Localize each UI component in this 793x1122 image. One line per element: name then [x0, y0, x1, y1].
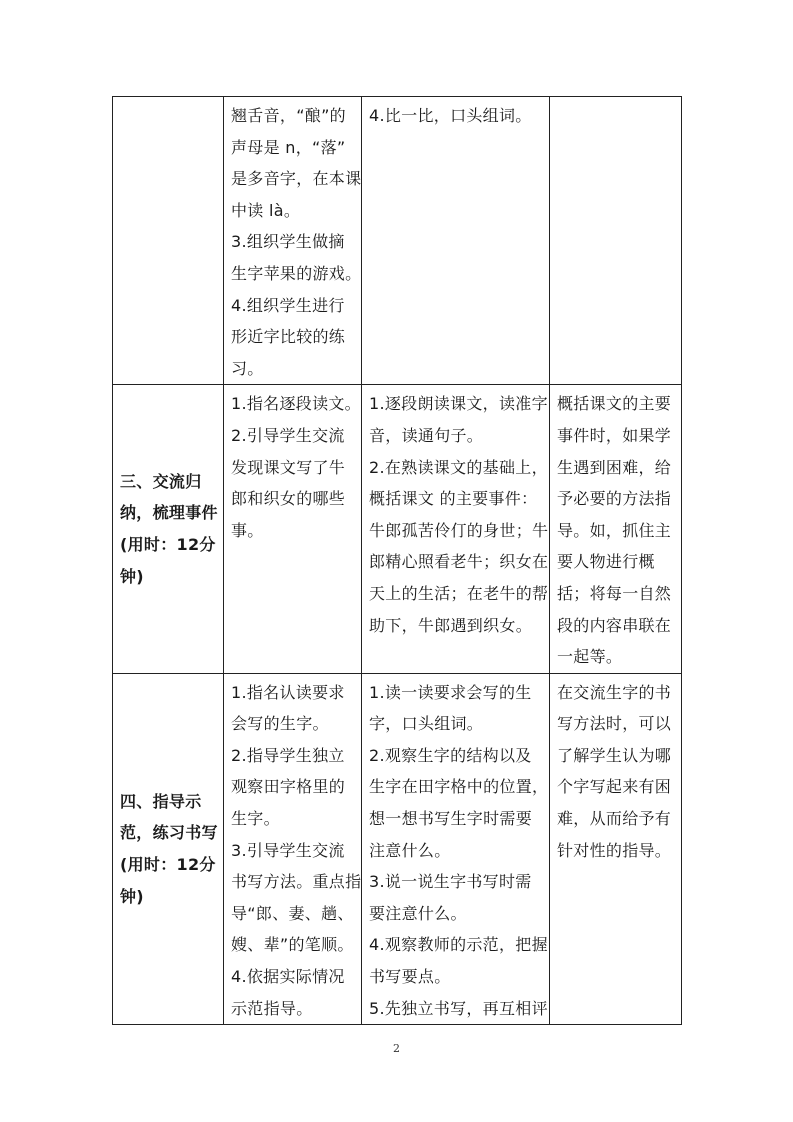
cell-text-line: 天上的生活；在老牛的帮 [369, 583, 549, 603]
cell-text-line: 概括课文 的主要事件： [369, 489, 538, 509]
cell-text-line: 了解学生认为哪 [557, 745, 672, 765]
cell-text-line: 个字写起来有困 [557, 777, 672, 797]
cell-text-line: 形近字比较的练 [231, 327, 346, 347]
cell-text-line: 声母是 n，“落” [231, 137, 346, 157]
cell-text-line: 字，口头组词。 [369, 714, 484, 734]
lesson-plan-table [112, 96, 682, 1025]
stage-cell [113, 385, 224, 673]
cell-text-line: 郎精心照看老牛；织女在 [369, 552, 549, 572]
cell-text-line: 四、指导示 [120, 791, 202, 811]
cell-text-line: 三、交流归 [120, 471, 202, 491]
cell-text-line: 助下，牛郎遇到织女。 [369, 615, 533, 635]
notes-cell [550, 97, 682, 385]
cell-text-line: 想一想书写生字时需要 [369, 809, 533, 829]
cell-text-line: 段的内容串联在 [557, 615, 672, 635]
page-number: 2 [393, 1042, 400, 1055]
cell-text-line: 钟) [120, 886, 144, 906]
table-row [113, 673, 682, 1025]
cell-text-line: 生字。 [231, 809, 280, 829]
cell-text-line: 纳，梳理事件 [120, 503, 218, 523]
cell-text-line: 郎和织女的哪些 [231, 489, 346, 509]
cell-text-line: 钟) [120, 566, 144, 586]
cell-text-line: (用时：12分 [120, 535, 216, 555]
cell-text-line: 书写方法。重点指 [231, 872, 362, 892]
notes-cell [550, 673, 682, 1025]
cell-text-line: 括；将每一自然 [557, 583, 672, 603]
cell-text-line: 3.说一说生字书写时需 [369, 872, 532, 892]
cell-text-line: 示范指导。 [231, 998, 313, 1018]
cell-text-line: 4.比一比，口头组词。 [369, 106, 532, 125]
cell-text-line: 牛郎孤苦伶仃的身世；牛 [369, 520, 549, 540]
table-row [113, 385, 682, 673]
cell-text-line: (用时：12分 [120, 854, 216, 874]
stage-cell [113, 97, 224, 385]
cell-text-line: 1.读一读要求会写的生 [369, 682, 532, 702]
cell-text-line: 导。如，抓住主 [557, 520, 672, 540]
table-row [113, 97, 682, 385]
cell-text-line: 2.观察生字的结构以及 [369, 745, 532, 765]
cell-text-line: 生遇到困难，给 [557, 457, 672, 477]
cell-text-line: 3.引导学生交流 [231, 840, 345, 860]
cell-text-line: 在交流生字的书 [557, 682, 672, 702]
cell-text-line: 5.先独立书写，再互相评 [369, 998, 548, 1018]
cell-text-line: 4.观察教师的示范，把握 [369, 935, 548, 955]
cell-text-line: 音，读通句子。 [369, 425, 484, 445]
cell-text-line: 一起等。 [557, 647, 623, 667]
stage-cell [113, 673, 224, 1025]
cell-text-line: 3.组织学生做摘 [231, 232, 345, 252]
cell-text-line: 生字苹果的游戏。 [231, 263, 362, 283]
teacher-activity-cell [224, 97, 362, 385]
cell-text-line: 1.逐段朗读课文，读准字 [369, 394, 548, 414]
cell-text-line: 生字在田字格中的位置， [369, 777, 549, 797]
cell-text-line: 4.依据实际情况 [231, 967, 345, 987]
cell-text-line: 导“郎、妻、趟、 [231, 903, 354, 923]
cell-text-line: 范，练习书写 [120, 823, 218, 843]
cell-text-line: 4.组织学生进行 [231, 295, 345, 315]
cell-text-line: 予必要的方法指 [557, 489, 672, 509]
cell-text-line: 翘舌音，“酿”的 [231, 106, 346, 125]
lesson-plan-table-body [113, 97, 682, 1025]
cell-text-line: 1.指名逐段读文。 [231, 394, 361, 414]
cell-text-line: 要人物进行概 [557, 552, 655, 572]
cell-text-line: 难，从而给予有 [557, 809, 672, 829]
cell-text-line: 书写要点。 [369, 967, 451, 987]
notes-cell [550, 385, 682, 673]
cell-text-line: 2.指导学生独立 [231, 745, 345, 765]
cell-text-line: 习。 [231, 358, 264, 378]
cell-text-line: 是多音字，在本课 [231, 169, 362, 189]
cell-text-line: 要注意什么。 [369, 903, 467, 923]
cell-text-line: 嫂、辈”的笔顺。 [231, 935, 354, 955]
student-activity-cell [362, 385, 550, 673]
cell-text-line: 写方法时，可以 [557, 714, 672, 734]
cell-text-line: 事件时，如果学 [557, 425, 672, 445]
cell-text-line: 2.引导学生交流 [231, 425, 345, 445]
student-activity-cell [362, 673, 550, 1025]
teacher-activity-cell [224, 385, 362, 673]
cell-text-line: 发现课文写了牛 [231, 457, 346, 477]
cell-text-line: 针对性的指导。 [557, 840, 672, 860]
cell-text-line: 观察田字格里的 [231, 777, 346, 797]
cell-text-line: 1.指名认读要求 [231, 682, 345, 702]
student-activity-cell [362, 97, 550, 385]
cell-text-line: 2.在熟读课文的基础上， [369, 457, 548, 477]
cell-text-line: 注意什么。 [369, 840, 451, 860]
cell-text-line: 概括课文的主要 [557, 394, 672, 414]
cell-text-line: 中读 là。 [231, 200, 301, 220]
teacher-activity-cell [224, 673, 362, 1025]
cell-text-line: 会写的生字。 [231, 714, 329, 734]
cell-text-line: 事。 [231, 520, 264, 540]
